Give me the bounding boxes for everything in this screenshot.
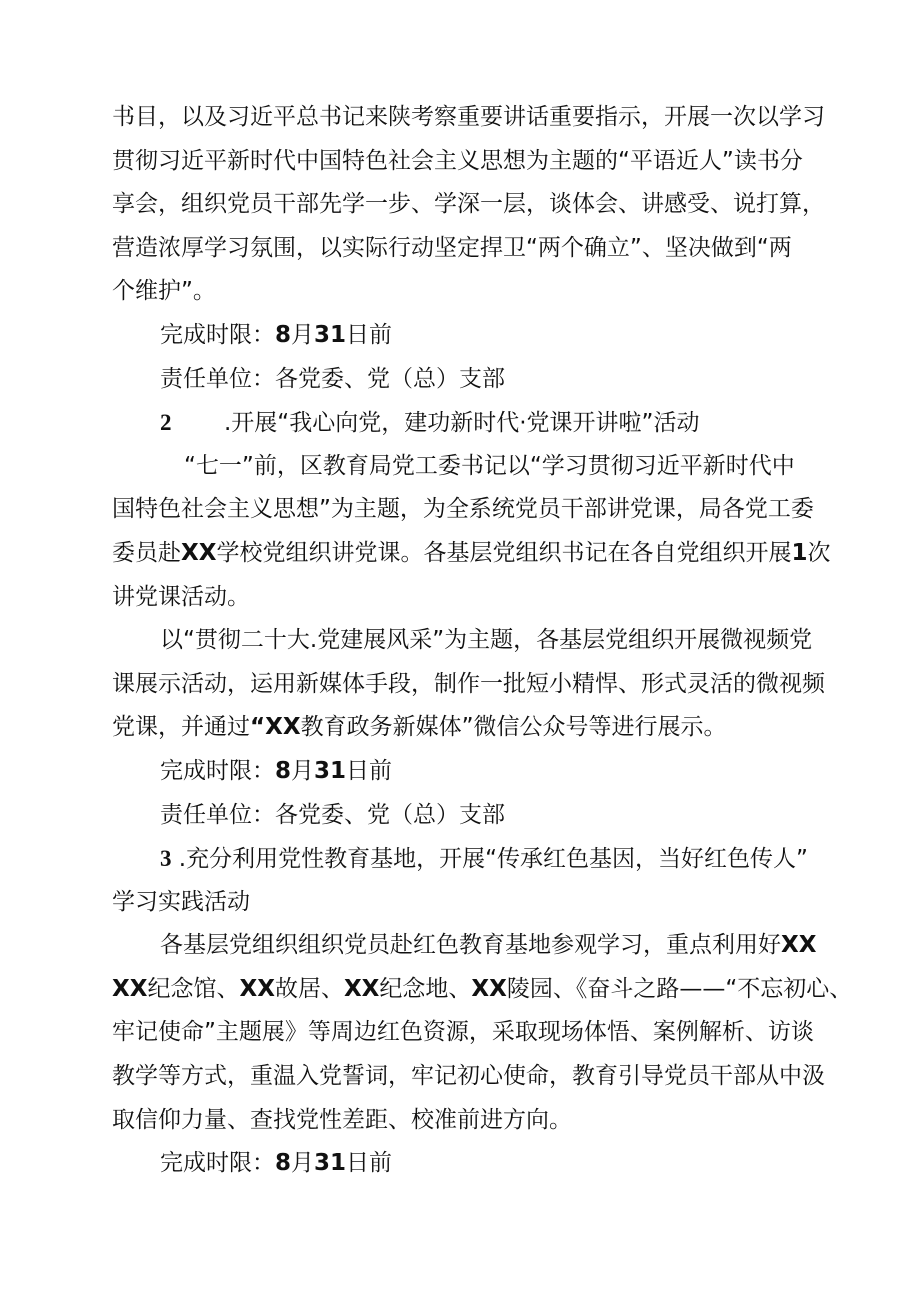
placeholder-xx: XX xyxy=(343,975,380,1002)
deadline-day-number: 31 xyxy=(314,321,347,348)
paragraph-line: 牢记使命”主题展》等周边红色资源，采取现场体悟、案例解析、访谈 xyxy=(112,1019,814,1046)
paragraph-line xyxy=(112,706,832,750)
text-run: 纪念地、 xyxy=(379,975,472,1002)
paragraph-line: 以“贯彻二十大.党建展风采”为主题，各基层党组织开展微视频党 xyxy=(160,627,813,654)
deadline-day-number: 31 xyxy=(314,1150,347,1177)
deadline-suffix: 日前 xyxy=(346,321,393,348)
text-run: 各基层党组织组织党员赴红色教育基地参观学习，重点利用好 xyxy=(160,932,781,959)
deadline-month: 月 xyxy=(291,321,315,348)
paragraph-line: 取信仰力量、查找党性差距、校准前进方向。 xyxy=(112,1106,572,1133)
deadline-label: 完成时限： xyxy=(160,321,275,348)
document-page xyxy=(112,96,853,1186)
paragraph-line xyxy=(112,968,853,1012)
text-run: 学校党组织讲党课。各基层党组织书记在各自党组织开展 xyxy=(216,539,792,566)
section-title: .开展“我心向党，建功新时代·党课开讲啦”活动 xyxy=(224,410,700,437)
section-number: 3 xyxy=(160,846,172,872)
paragraph-line: 讲党课活动。 xyxy=(112,583,250,610)
section-title-continuation: 学习实践活动 xyxy=(112,888,250,915)
deadline-suffix: 日前 xyxy=(346,1150,393,1177)
section-heading xyxy=(112,837,832,881)
section-heading xyxy=(112,401,832,445)
paragraph-line: “七一”前，区教育局党工委书记以“学习贯彻习近平新时代中 xyxy=(184,452,795,479)
paragraph-line: 享会，组织党员干部先学一步、学深一层，谈体会、讲感受、说打算， xyxy=(112,191,825,218)
deadline-line xyxy=(112,750,832,794)
text-run: 党课，并通过 xyxy=(112,714,250,741)
deadline-month-number: 8 xyxy=(275,321,292,348)
section-title: .充分利用党性教育基地，开展“传承红色基因，当好红色传人” xyxy=(171,846,808,873)
text-run: 陵园、《奋斗之路——“不忘初心、 xyxy=(506,975,853,1002)
paragraph-line xyxy=(112,532,832,576)
paragraph-line: 课展示活动，运用新媒体手段，制作一批短小精悍、形式灵活的微视频 xyxy=(112,670,825,697)
paragraph-line: 个维护”。 xyxy=(112,278,216,305)
paragraph-line: 国特色社会主义思想”为主题，为全系统党员干部讲党课，局各党工委 xyxy=(112,496,814,523)
deadline-suffix: 日前 xyxy=(346,757,393,784)
placeholder-xx: XX xyxy=(112,975,148,1002)
placeholder-xx: XX xyxy=(239,975,275,1002)
paragraph-line: 贯彻习近平新时代中国特色社会主义思想为主题的“平语近人”读书分 xyxy=(112,147,803,174)
count-number: 1 xyxy=(791,539,808,566)
deadline-month-number: 8 xyxy=(275,757,292,784)
paragraph-line: 营造浓厚学习氛围，以实际行动坚定捍卫“两个确立”、坚决做到“两 xyxy=(112,234,792,261)
paragraph-line: 教学等方式，重温入党誓词，牢记初心使命，教育引导党员干部从中汲 xyxy=(112,1063,825,1090)
placeholder-xx: XX xyxy=(181,539,217,566)
deadline-day-number: 31 xyxy=(314,757,347,784)
deadline-month: 月 xyxy=(291,757,315,784)
text-run: 次 xyxy=(807,539,831,566)
paragraph-line: 书目，以及习近平总书记来陕考察重要讲话重要指示，开展一次以学习 xyxy=(112,104,825,130)
text-run: 纪念馆、 xyxy=(147,975,240,1002)
text-run: 故居、 xyxy=(274,975,344,1002)
placeholder-xx: “XX xyxy=(250,714,301,741)
deadline-label: 完成时限： xyxy=(160,757,275,784)
responsible-unit-line: 责任单位：各党委、党（总）支部 xyxy=(160,801,505,828)
deadline-label: 完成时限： xyxy=(160,1150,275,1177)
deadline-month: 月 xyxy=(291,1150,315,1177)
paragraph-line xyxy=(112,924,832,968)
text-run: 教育政务新媒体”微信公众号等进行展示。 xyxy=(300,714,727,741)
deadline-line xyxy=(112,1142,832,1186)
deadline-month-number: 8 xyxy=(275,1150,292,1177)
deadline-line xyxy=(112,314,832,358)
section-number: 2 xyxy=(160,410,172,436)
text-run: 委员赴 xyxy=(112,539,181,566)
placeholder-xx: XX xyxy=(471,975,507,1002)
responsible-unit-line: 责任单位：各党委、党（总）支部 xyxy=(160,365,505,392)
placeholder-xx: XX xyxy=(781,932,817,959)
